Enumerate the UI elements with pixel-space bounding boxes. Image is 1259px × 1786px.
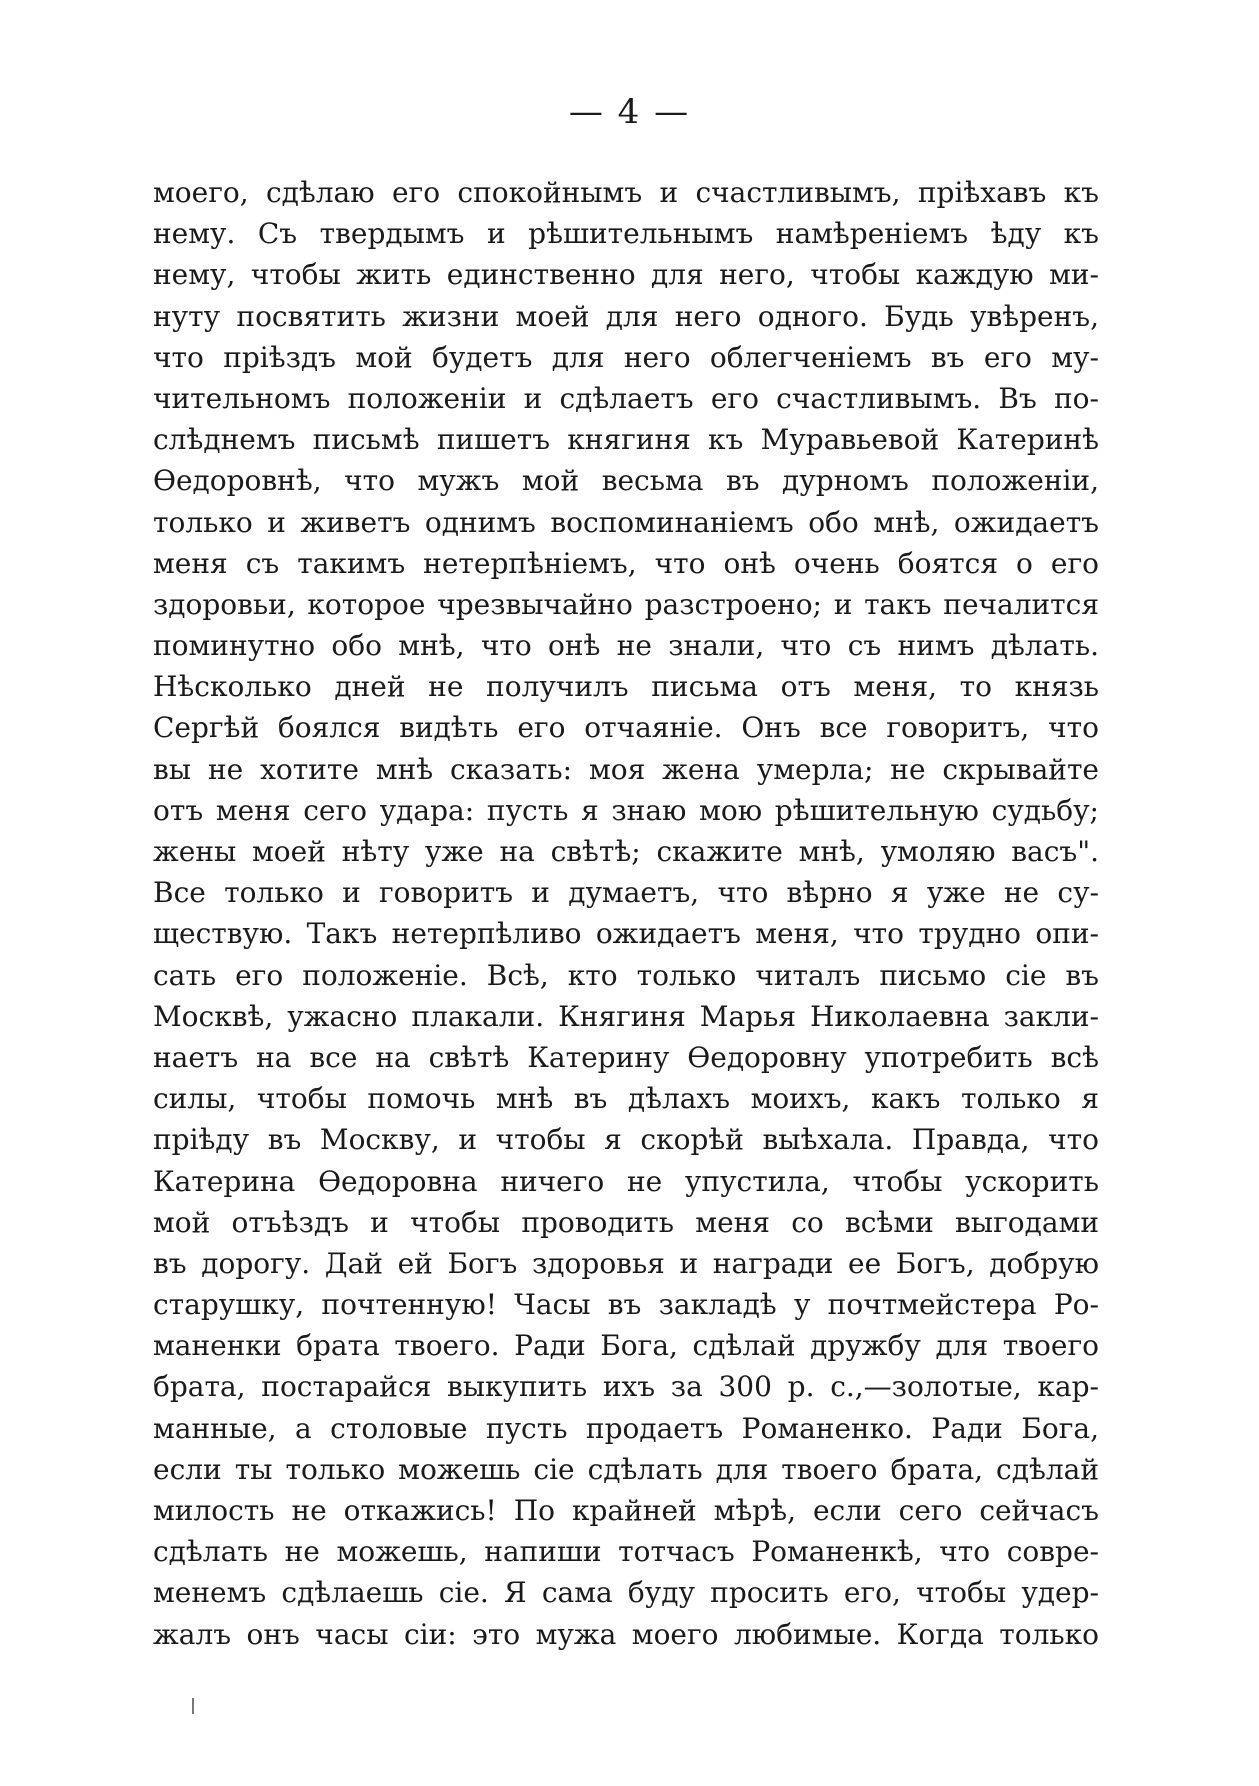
text-line: въ дорогу. Дай ей Богъ здоровья и награди ее Богъ, добрую bbox=[153, 1246, 1099, 1280]
text-line: меня съ такимъ нетерпѣніемъ, что онѣ очень боятся о его bbox=[153, 546, 1099, 580]
text-line: только и живетъ однимъ воспоминаніемъ обо мнѣ, ожидаетъ bbox=[153, 505, 1099, 539]
text-line: жены моей нѣту уже на свѣтѣ; скажите мнѣ, умоляю васъ". bbox=[153, 835, 1099, 868]
text-line: поминутно обо мнѣ, что онѣ не знали, что съ нимъ дѣлать. bbox=[153, 629, 1099, 663]
text-line: слѣднемъ письмѣ пишетъ княгиня къ Муравьевой Катеринѣ bbox=[153, 423, 1099, 457]
text-line: брата, постарайся выкупить ихъ за 300 р. с.,—золотые, кар- bbox=[153, 1370, 1099, 1404]
text-line: Катерина Ѳедоровна ничего не упустила, чтобы ускорить bbox=[153, 1164, 1099, 1198]
text-line: нуту посвятить жизни моей для него одного. Будь увѣренъ, bbox=[153, 299, 1099, 333]
text-line: милость не откажись! По крайней мѣрѣ, если сего сейчасъ bbox=[153, 1494, 1099, 1527]
text-line: нему, чтобы жить единственно для него, чтобы каждую ми- bbox=[153, 258, 1099, 292]
text-line: моего, сдѣлаю его спокойнымъ и счастливымъ, пріѣхавъ къ bbox=[153, 176, 1099, 209]
text-line: сдѣлать не можешь, напиши тотчасъ Романенкѣ, что совре- bbox=[153, 1535, 1099, 1569]
text-line: Ѳедоровнѣ, что мужъ мой весьма въ дурномъ положеніи, bbox=[153, 464, 1099, 498]
text-line: чительномъ положеніи и сдѣлаетъ его счастливымъ. Въ по- bbox=[153, 381, 1099, 415]
text-line: старушку, почтенную! Часы въ закладѣ у почтмейстера Ро- bbox=[153, 1288, 1099, 1322]
text-line: если ты только можешь сіе сдѣлать для твоего брата, сдѣлай bbox=[153, 1452, 1099, 1486]
text-line: ществую. Такъ нетерпѣливо ожидаетъ меня, что трудно опи- bbox=[153, 917, 1099, 951]
text-line: здоровьи, которое чрезвычайно разстроено; и такъ печалится bbox=[153, 587, 1099, 621]
text-line: сать его положеніе. Всѣ, кто только читалъ письмо сіе въ bbox=[153, 958, 1099, 992]
text-line: жалъ онъ часы сіи: это мужа моего любимые. Когда только bbox=[153, 1617, 1099, 1651]
margin-mark bbox=[192, 1698, 194, 1714]
text-line: нему. Съ твердымъ и рѣшительнымъ намѣреніемъ ѣду къ bbox=[153, 217, 1099, 251]
text-line: мой отъѣздъ и чтобы проводить меня со всѣми выгодами bbox=[153, 1205, 1099, 1239]
text-line: Москвѣ, ужасно плакали. Княгиня Марья Николаевна закли- bbox=[153, 999, 1099, 1033]
text-line: Сергѣй боялся видѣть его отчаяніе. Онъ все говоритъ, что bbox=[153, 711, 1099, 745]
text-line: манные, а столовые пусть продаетъ Романенко. Ради Бога, bbox=[153, 1411, 1099, 1445]
text-line: Все только и говоритъ и думаетъ, что вѣрно я уже не су- bbox=[153, 876, 1099, 910]
text-line: что пріѣздъ мой будетъ для него облегченіемъ въ его му- bbox=[153, 340, 1099, 374]
text-line: маненки брата твоего. Ради Бога, сдѣлай дружбу для твоего bbox=[153, 1329, 1099, 1363]
text-line: менемъ сдѣлаешь сіе. Я сама буду просить его, чтобы удер- bbox=[153, 1576, 1099, 1610]
body-text bbox=[153, 172, 1099, 1655]
text-line: вы не хотите мнѣ сказать: моя жена умерла; не скрывайте bbox=[153, 752, 1099, 786]
text-line: пріѣду въ Москву, и чтобы я скорѣй выѣхала. Правда, что bbox=[153, 1123, 1099, 1157]
text-line: силы, чтобы помочь мнѣ въ дѣлахъ моихъ, какъ только я bbox=[153, 1082, 1099, 1116]
text-line: Нѣсколько дней не получилъ письма отъ меня, то князь bbox=[153, 670, 1099, 704]
text-line: отъ меня сего удара: пусть я знаю мою рѣшительную судьбу; bbox=[153, 793, 1099, 827]
page-number: — 4 — bbox=[568, 92, 691, 132]
text-line: наетъ на все на свѣтѣ Катерину Ѳедоровну употребить всѣ bbox=[153, 1040, 1099, 1074]
